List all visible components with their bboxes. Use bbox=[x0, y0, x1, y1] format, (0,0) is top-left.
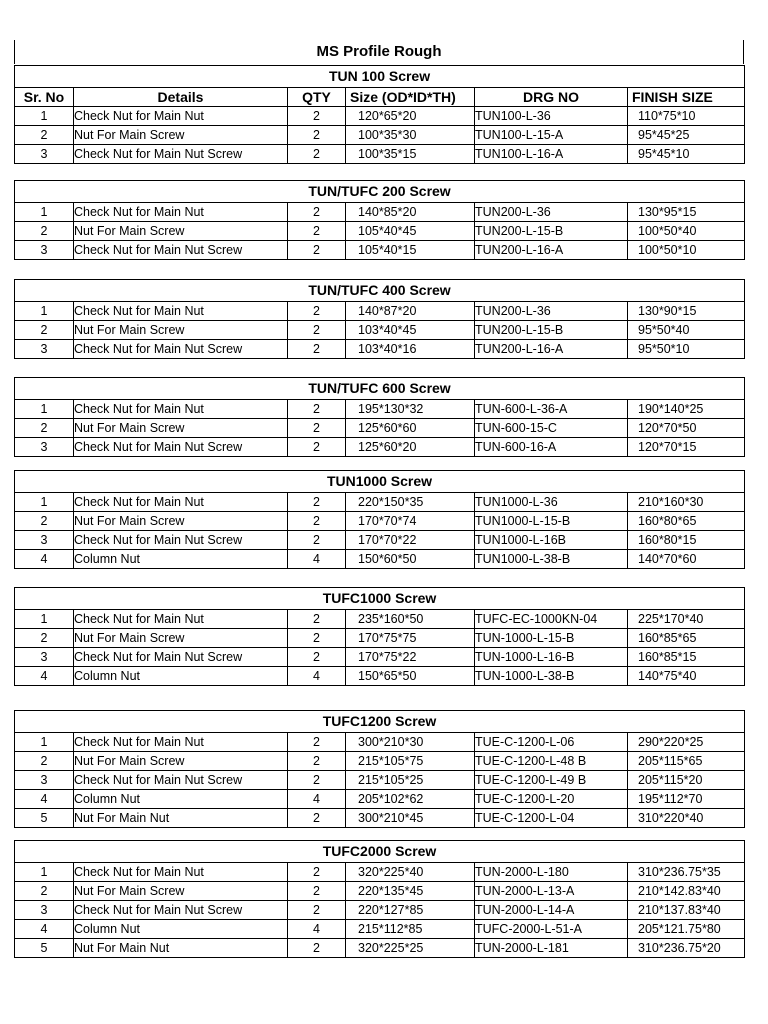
size-cell: 215*105*25 bbox=[346, 771, 475, 790]
size-cell: 140*87*20 bbox=[346, 302, 475, 321]
finish-size-cell: 310*236.75*35 bbox=[628, 863, 745, 882]
finish-size-cell: 190*140*25 bbox=[628, 400, 745, 419]
finish-size-cell: 140*75*40 bbox=[628, 667, 745, 686]
drg-no-cell: TUN1000-L-16B bbox=[475, 531, 628, 550]
sr-no-cell: 4 bbox=[15, 790, 74, 809]
qty-cell: 2 bbox=[288, 531, 346, 550]
details-cell: Check Nut for Main Nut Screw bbox=[74, 145, 288, 164]
size-cell: 105*40*45 bbox=[346, 222, 475, 241]
table-row bbox=[15, 400, 745, 419]
sr-no-cell: 3 bbox=[15, 648, 74, 667]
details-cell: Nut For Main Screw bbox=[74, 222, 288, 241]
finish-size-cell: 100*50*40 bbox=[628, 222, 745, 241]
finish-size-cell: 95*50*10 bbox=[628, 340, 745, 359]
qty-cell: 2 bbox=[288, 222, 346, 241]
finish-size-cell: 160*80*15 bbox=[628, 531, 745, 550]
drg-no-cell: TUN200-L-36 bbox=[475, 302, 628, 321]
table-row bbox=[15, 939, 745, 958]
table-row bbox=[15, 241, 745, 260]
details-cell: Nut For Main Nut bbox=[74, 939, 288, 958]
details-cell: Check Nut for Main Nut bbox=[74, 302, 288, 321]
qty-cell: 2 bbox=[288, 648, 346, 667]
finish-size-cell: 210*142.83*40 bbox=[628, 882, 745, 901]
page-title: MS Profile Rough bbox=[14, 40, 744, 64]
drg-no-cell: TUN-1000-L-38-B bbox=[475, 667, 628, 686]
details-cell: Check Nut for Main Nut bbox=[74, 400, 288, 419]
drg-no-cell: TUN200-L-36 bbox=[475, 203, 628, 222]
size-cell: 120*65*20 bbox=[346, 107, 475, 126]
table-row bbox=[15, 107, 745, 126]
finish-size-cell: 310*236.75*20 bbox=[628, 939, 745, 958]
header-row bbox=[15, 88, 745, 107]
section-title: TUFC1000 Screw bbox=[15, 588, 745, 610]
finish-size-cell: 290*220*25 bbox=[628, 733, 745, 752]
size-cell: 103*40*45 bbox=[346, 321, 475, 340]
finish-size-cell: 160*85*65 bbox=[628, 629, 745, 648]
finish-size-cell: 210*137.83*40 bbox=[628, 901, 745, 920]
finish-size-cell: 100*50*10 bbox=[628, 241, 745, 260]
drg-no-cell: TUN100-L-15-A bbox=[475, 126, 628, 145]
size-cell: 100*35*30 bbox=[346, 126, 475, 145]
drg-no-cell: TUN-600-16-A bbox=[475, 438, 628, 457]
size-cell: 170*75*22 bbox=[346, 648, 475, 667]
sr-no-cell: 3 bbox=[15, 771, 74, 790]
size-cell: 105*40*15 bbox=[346, 241, 475, 260]
details-cell: Check Nut for Main Nut Screw bbox=[74, 241, 288, 260]
qty-cell: 2 bbox=[288, 493, 346, 512]
sr-no-cell: 3 bbox=[15, 901, 74, 920]
qty-cell: 2 bbox=[288, 629, 346, 648]
size-cell: 320*225*25 bbox=[346, 939, 475, 958]
finish-size-cell: 130*90*15 bbox=[628, 302, 745, 321]
size-cell: 150*60*50 bbox=[346, 550, 475, 569]
finish-size-cell: 205*121.75*80 bbox=[628, 920, 745, 939]
drg-no-cell: TUN1000-L-36 bbox=[475, 493, 628, 512]
size-cell: 215*105*75 bbox=[346, 752, 475, 771]
column-header-finish: FINISH SIZE bbox=[628, 88, 745, 107]
size-cell: 140*85*20 bbox=[346, 203, 475, 222]
size-cell: 215*112*85 bbox=[346, 920, 475, 939]
qty-cell: 4 bbox=[288, 790, 346, 809]
size-cell: 235*160*50 bbox=[346, 610, 475, 629]
drg-no-cell: TUN100-L-36 bbox=[475, 107, 628, 126]
details-cell: Check Nut for Main Nut Screw bbox=[74, 648, 288, 667]
section-title: TUN1000 Screw bbox=[15, 471, 745, 493]
section-table bbox=[14, 840, 745, 958]
section-table bbox=[14, 180, 745, 260]
table-row bbox=[15, 629, 745, 648]
section-table bbox=[14, 65, 745, 164]
size-cell: 170*70*22 bbox=[346, 531, 475, 550]
qty-cell: 2 bbox=[288, 107, 346, 126]
table-row bbox=[15, 438, 745, 457]
size-cell: 170*70*74 bbox=[346, 512, 475, 531]
section-title: TUN/TUFC 600 Screw bbox=[15, 378, 745, 400]
qty-cell: 2 bbox=[288, 939, 346, 958]
details-cell: Check Nut for Main Nut bbox=[74, 863, 288, 882]
details-cell: Column Nut bbox=[74, 790, 288, 809]
drg-no-cell: TUN200-L-16-A bbox=[475, 340, 628, 359]
qty-cell: 2 bbox=[288, 752, 346, 771]
table-row bbox=[15, 648, 745, 667]
table-row bbox=[15, 321, 745, 340]
drg-no-cell: TUE-C-1200-L-49 B bbox=[475, 771, 628, 790]
size-cell: 170*75*75 bbox=[346, 629, 475, 648]
column-header-qty: QTY bbox=[288, 88, 346, 107]
size-cell: 300*210*45 bbox=[346, 809, 475, 828]
sr-no-cell: 2 bbox=[15, 321, 74, 340]
details-cell: Nut For Main Screw bbox=[74, 512, 288, 531]
drg-no-cell: TUN200-L-16-A bbox=[475, 241, 628, 260]
qty-cell: 2 bbox=[288, 771, 346, 790]
finish-size-cell: 140*70*60 bbox=[628, 550, 745, 569]
size-cell: 300*210*30 bbox=[346, 733, 475, 752]
qty-cell: 4 bbox=[288, 667, 346, 686]
drg-no-cell: TUE-C-1200-L-48 B bbox=[475, 752, 628, 771]
details-cell: Check Nut for Main Nut Screw bbox=[74, 901, 288, 920]
qty-cell: 2 bbox=[288, 302, 346, 321]
finish-size-cell: 310*220*40 bbox=[628, 809, 745, 828]
qty-cell: 2 bbox=[288, 203, 346, 222]
details-cell: Check Nut for Main Nut Screw bbox=[74, 771, 288, 790]
size-cell: 150*65*50 bbox=[346, 667, 475, 686]
sr-no-cell: 4 bbox=[15, 920, 74, 939]
table-row bbox=[15, 752, 745, 771]
drg-no-cell: TUN-2000-L-13-A bbox=[475, 882, 628, 901]
size-cell: 103*40*16 bbox=[346, 340, 475, 359]
size-cell: 220*127*85 bbox=[346, 901, 475, 920]
drg-no-cell: TUN200-L-15-B bbox=[475, 222, 628, 241]
table-row bbox=[15, 145, 745, 164]
sr-no-cell: 3 bbox=[15, 340, 74, 359]
drg-no-cell: TUN-600-L-36-A bbox=[475, 400, 628, 419]
section-table bbox=[14, 377, 745, 457]
section-table bbox=[14, 587, 745, 686]
sr-no-cell: 3 bbox=[15, 531, 74, 550]
finish-size-cell: 130*95*15 bbox=[628, 203, 745, 222]
details-cell: Nut For Main Screw bbox=[74, 321, 288, 340]
sr-no-cell: 3 bbox=[15, 145, 74, 164]
details-cell: Column Nut bbox=[74, 920, 288, 939]
sr-no-cell: 1 bbox=[15, 493, 74, 512]
finish-size-cell: 225*170*40 bbox=[628, 610, 745, 629]
section-table bbox=[14, 710, 745, 828]
finish-size-cell: 120*70*50 bbox=[628, 419, 745, 438]
drg-no-cell: TUN200-L-15-B bbox=[475, 321, 628, 340]
section-title: TUFC2000 Screw bbox=[15, 841, 745, 863]
details-cell: Nut For Main Screw bbox=[74, 629, 288, 648]
sr-no-cell: 2 bbox=[15, 222, 74, 241]
details-cell: Nut For Main Nut bbox=[74, 809, 288, 828]
drg-no-cell: TUFC-2000-L-51-A bbox=[475, 920, 628, 939]
size-cell: 220*150*35 bbox=[346, 493, 475, 512]
sr-no-cell: 2 bbox=[15, 629, 74, 648]
table-row bbox=[15, 809, 745, 828]
finish-size-cell: 95*50*40 bbox=[628, 321, 745, 340]
drg-no-cell: TUN-2000-L-180 bbox=[475, 863, 628, 882]
finish-size-cell: 195*112*70 bbox=[628, 790, 745, 809]
sr-no-cell: 1 bbox=[15, 400, 74, 419]
table-row bbox=[15, 901, 745, 920]
qty-cell: 2 bbox=[288, 610, 346, 629]
drg-no-cell: TUE-C-1200-L-04 bbox=[475, 809, 628, 828]
section-table bbox=[14, 470, 745, 569]
table-row bbox=[15, 863, 745, 882]
details-cell: Column Nut bbox=[74, 550, 288, 569]
column-header-sr: Sr. No bbox=[15, 88, 74, 107]
section-title: TUN/TUFC 200 Screw bbox=[15, 181, 745, 203]
table-row bbox=[15, 203, 745, 222]
table-row bbox=[15, 667, 745, 686]
qty-cell: 2 bbox=[288, 340, 346, 359]
sr-no-cell: 5 bbox=[15, 939, 74, 958]
finish-size-cell: 205*115*65 bbox=[628, 752, 745, 771]
qty-cell: 2 bbox=[288, 321, 346, 340]
sr-no-cell: 3 bbox=[15, 438, 74, 457]
table-row bbox=[15, 126, 745, 145]
finish-size-cell: 120*70*15 bbox=[628, 438, 745, 457]
sr-no-cell: 4 bbox=[15, 667, 74, 686]
table-row bbox=[15, 419, 745, 438]
details-cell: Nut For Main Screw bbox=[74, 882, 288, 901]
table-row bbox=[15, 531, 745, 550]
table-row bbox=[15, 790, 745, 809]
details-cell: Nut For Main Screw bbox=[74, 419, 288, 438]
qty-cell: 2 bbox=[288, 512, 346, 531]
drg-no-cell: TUN-2000-L-14-A bbox=[475, 901, 628, 920]
details-cell: Nut For Main Screw bbox=[74, 752, 288, 771]
qty-cell: 2 bbox=[288, 241, 346, 260]
table-row bbox=[15, 493, 745, 512]
drg-no-cell: TUN1000-L-15-B bbox=[475, 512, 628, 531]
size-cell: 195*130*32 bbox=[346, 400, 475, 419]
qty-cell: 2 bbox=[288, 419, 346, 438]
drg-no-cell: TUE-C-1200-L-06 bbox=[475, 733, 628, 752]
sr-no-cell: 2 bbox=[15, 512, 74, 531]
size-cell: 125*60*20 bbox=[346, 438, 475, 457]
finish-size-cell: 160*85*15 bbox=[628, 648, 745, 667]
sr-no-cell: 1 bbox=[15, 610, 74, 629]
column-header-details: Details bbox=[74, 88, 288, 107]
finish-size-cell: 110*75*10 bbox=[628, 107, 745, 126]
qty-cell: 2 bbox=[288, 809, 346, 828]
table-row bbox=[15, 882, 745, 901]
sr-no-cell: 5 bbox=[15, 809, 74, 828]
qty-cell: 4 bbox=[288, 920, 346, 939]
size-cell: 220*135*45 bbox=[346, 882, 475, 901]
table-row bbox=[15, 610, 745, 629]
sr-no-cell: 1 bbox=[15, 203, 74, 222]
sr-no-cell: 1 bbox=[15, 302, 74, 321]
size-cell: 320*225*40 bbox=[346, 863, 475, 882]
table-row bbox=[15, 340, 745, 359]
sr-no-cell: 2 bbox=[15, 419, 74, 438]
sr-no-cell: 1 bbox=[15, 107, 74, 126]
qty-cell: 2 bbox=[288, 863, 346, 882]
drg-no-cell: TUN-600-15-C bbox=[475, 419, 628, 438]
details-cell: Check Nut for Main Nut bbox=[74, 610, 288, 629]
qty-cell: 2 bbox=[288, 400, 346, 419]
drg-no-cell: TUE-C-1200-L-20 bbox=[475, 790, 628, 809]
details-cell: Check Nut for Main Nut Screw bbox=[74, 531, 288, 550]
column-header-drg: DRG NO bbox=[475, 88, 628, 107]
column-header-size: Size (OD*ID*TH) bbox=[346, 88, 475, 107]
size-cell: 205*102*62 bbox=[346, 790, 475, 809]
finish-size-cell: 95*45*10 bbox=[628, 145, 745, 164]
finish-size-cell: 205*115*20 bbox=[628, 771, 745, 790]
size-cell: 125*60*60 bbox=[346, 419, 475, 438]
sr-no-cell: 1 bbox=[15, 733, 74, 752]
section-title: TUN 100 Screw bbox=[15, 66, 745, 88]
qty-cell: 2 bbox=[288, 126, 346, 145]
qty-cell: 2 bbox=[288, 901, 346, 920]
drg-no-cell: TUN1000-L-38-B bbox=[475, 550, 628, 569]
drg-no-cell: TUN-1000-L-16-B bbox=[475, 648, 628, 667]
table-row bbox=[15, 771, 745, 790]
qty-cell: 2 bbox=[288, 438, 346, 457]
drg-no-cell: TUN-1000-L-15-B bbox=[475, 629, 628, 648]
table-row bbox=[15, 920, 745, 939]
sr-no-cell: 3 bbox=[15, 241, 74, 260]
qty-cell: 2 bbox=[288, 145, 346, 164]
table-row bbox=[15, 302, 745, 321]
table-row bbox=[15, 550, 745, 569]
drg-no-cell: TUN100-L-16-A bbox=[475, 145, 628, 164]
details-cell: Nut For Main Screw bbox=[74, 126, 288, 145]
table-row bbox=[15, 733, 745, 752]
sr-no-cell: 2 bbox=[15, 882, 74, 901]
drg-no-cell: TUN-2000-L-181 bbox=[475, 939, 628, 958]
table-row bbox=[15, 512, 745, 531]
details-cell: Check Nut for Main Nut Screw bbox=[74, 438, 288, 457]
section-title: TUFC1200 Screw bbox=[15, 711, 745, 733]
details-cell: Check Nut for Main Nut bbox=[74, 493, 288, 512]
details-cell: Column Nut bbox=[74, 667, 288, 686]
details-cell: Check Nut for Main Nut bbox=[74, 203, 288, 222]
sr-no-cell: 1 bbox=[15, 863, 74, 882]
drg-no-cell: TUFC-EC-1000KN-04 bbox=[475, 610, 628, 629]
finish-size-cell: 210*160*30 bbox=[628, 493, 745, 512]
qty-cell: 2 bbox=[288, 882, 346, 901]
qty-cell: 4 bbox=[288, 550, 346, 569]
size-cell: 100*35*15 bbox=[346, 145, 475, 164]
sr-no-cell: 4 bbox=[15, 550, 74, 569]
details-cell: Check Nut for Main Nut bbox=[74, 733, 288, 752]
qty-cell: 2 bbox=[288, 733, 346, 752]
finish-size-cell: 95*45*25 bbox=[628, 126, 745, 145]
section-table bbox=[14, 279, 745, 359]
finish-size-cell: 160*80*65 bbox=[628, 512, 745, 531]
details-cell: Check Nut for Main Nut bbox=[74, 107, 288, 126]
sr-no-cell: 2 bbox=[15, 126, 74, 145]
sr-no-cell: 2 bbox=[15, 752, 74, 771]
table-row bbox=[15, 222, 745, 241]
section-title: TUN/TUFC 400 Screw bbox=[15, 280, 745, 302]
details-cell: Check Nut for Main Nut Screw bbox=[74, 340, 288, 359]
